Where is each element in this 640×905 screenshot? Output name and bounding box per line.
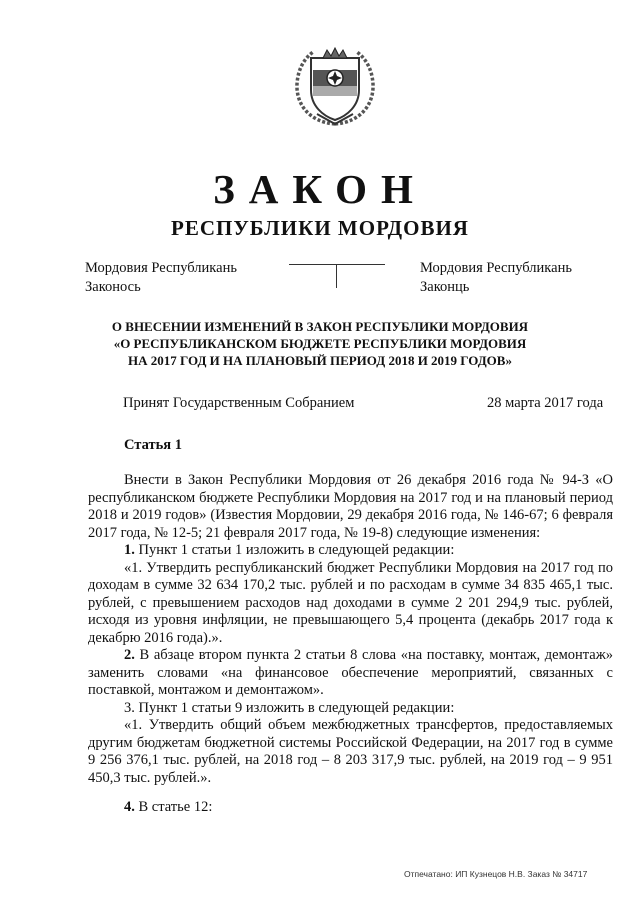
adopted-by: Принят Государственным Собранием xyxy=(123,395,355,411)
article-body xyxy=(88,472,613,817)
article-item xyxy=(88,799,613,817)
item-text: Пункт 1 статьи 9 изложить в следующей редакции: xyxy=(138,699,455,716)
article-title: Статья 1 xyxy=(124,437,182,453)
law-title: ЗАКОН xyxy=(213,166,427,212)
article-item xyxy=(88,560,613,648)
law-subtitle: РЕСПУБЛИКИ МОРДОВИЯ xyxy=(171,216,469,240)
moksha-title xyxy=(85,259,237,297)
law-heading-line: О ВНЕСЕНИИ ИЗМЕНЕНИЙ В ЗАКОН РЕСПУБЛИКИ МОРДОВИЯ xyxy=(111,319,529,334)
article-item xyxy=(88,542,613,560)
item-text: «1. Утвердить общий объем межбюджетных трансфертов, предоставляемых другим бюджетам бюджетной системы Российской Федерации, на 2017 год в сумме 9 256 376,1 тыс. рублей, на 2018 год – 8 203 317,9 тыс. рублей, на 2019 год – 9 951 450,3 тыс. рублей.». xyxy=(88,717,613,786)
moksha-title-line2: Законось xyxy=(85,279,141,295)
moksha-title-line1: Мордовия Республикань xyxy=(85,260,237,276)
article-intro: Внести в Закон Республики Мордовия от 26 декабря 2016 года № 94-З «О республиканском бюджете Республики Мордовия на 2017 год и на плановый период 2018 и 2019 годов» (Известия Мордовии, 29 декабря 2016 года, № 146-67; 6 февраля 2017 года, № 12-5; 21 февраля 2017 года, № 19-8) следующие изменения: xyxy=(88,472,613,541)
registration-line-horizontal xyxy=(289,264,385,265)
print-footer: Отпечатано: ИП Кузнецов Н.В. Заказ № 34717 xyxy=(404,869,588,879)
article-item xyxy=(88,647,613,700)
erzya-title xyxy=(420,259,572,297)
coat-of-arms-icon xyxy=(291,44,379,128)
erzya-title-line2: Законць xyxy=(420,279,470,295)
erzya-title-line1: Мордовия Республикань xyxy=(420,260,572,276)
registration-line-vertical xyxy=(336,264,337,288)
article-item xyxy=(88,700,613,718)
item-text: «1. Утвердить республиканский бюджет Республики Мордовия на 2017 год по доходам в сумме 32 634 170,2 тыс. рублей и по расходам в сумме 34 835 465,1 тыс. рублей, с превышением расходов над доходами в сумме 2 201 294,9 тыс. рублей, исходя из уровня инфляции, не превышающего 5,4 процента (декабрь 2017 года к декабрю 2016 года).». xyxy=(88,559,613,646)
item-number: 2. xyxy=(124,647,135,663)
law-heading xyxy=(0,318,640,369)
item-text: В абзаце втором пункта 2 статьи 8 слова «на поставку, монтаж, демонтаж» заменить словами «на финансовое обеспечение мероприятий, связанных с поставкой, монтажом и демонтажом». xyxy=(88,647,613,698)
item-text: Пункт 1 статьи 1 изложить в следующей редакции: xyxy=(138,542,455,558)
article-item xyxy=(88,717,613,787)
adoption-date: 28 марта 2017 года xyxy=(487,395,604,411)
item-text: В статье 12: xyxy=(138,799,213,815)
item-number: 4. xyxy=(124,799,135,815)
item-number: 1. xyxy=(124,542,135,558)
law-heading-line: НА 2017 ГОД И НА ПЛАНОВЫЙ ПЕРИОД 2018 И 2019 ГОДОВ» xyxy=(128,353,512,368)
law-heading-line: «О РЕСПУБЛИКАНСКОМ БЮДЖЕТЕ РЕСПУБЛИКИ МОРДОВИЯ xyxy=(113,336,527,351)
item-number: 3. xyxy=(124,699,135,716)
